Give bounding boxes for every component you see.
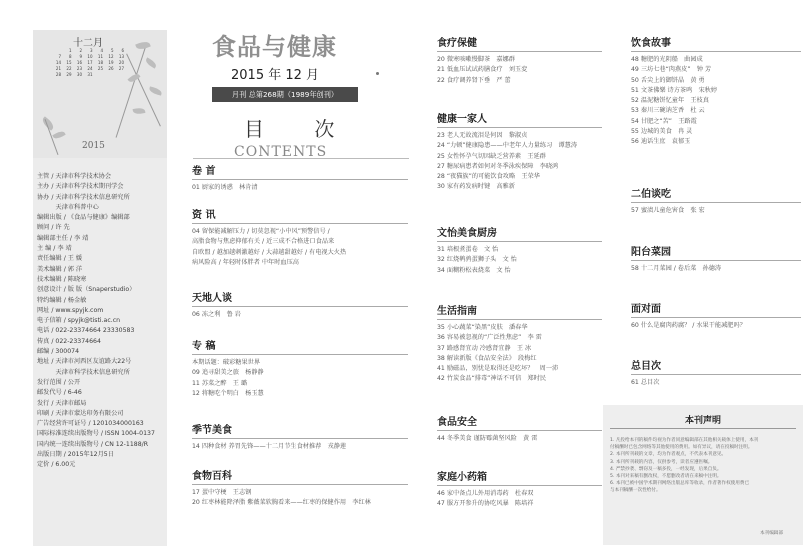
calendar-day: 31: [87, 72, 93, 77]
toc-entry[interactable]: 20 红枣林能降泽脂 紫薇菜软胸看来——红枣的保健作用 李红林: [192, 499, 371, 507]
calendar-day: [105, 72, 114, 78]
toc-entry[interactable]: 自欧盟 / 越加越刺激越好 / 大蒜越甜越好 / 有电视大火热: [192, 248, 347, 256]
section-divider: [631, 374, 801, 375]
section-title: 二伯谈吃: [631, 189, 671, 200]
toc-entry[interactable]: 06 冻之利 鲁 岩: [192, 311, 241, 318]
section-title: 食疗保健: [437, 38, 477, 49]
toc-entry[interactable]: 09 追寻甜美之旅 杨静静: [192, 369, 264, 377]
calendar-day: 28: [55, 72, 61, 77]
calendar-grid: [52, 48, 124, 78]
calendar-day: 12: [108, 54, 114, 59]
toc-entry[interactable]: 53 秦川三碗讷芝香 杜 云: [631, 107, 705, 115]
toc-entry[interactable]: 49 三坊七巷“肉燕皮” 钟 芳: [631, 66, 712, 74]
section-title: 食品安全: [437, 417, 477, 428]
credit-line: 美术编辑 / 郭 洋: [37, 265, 83, 273]
credits-list: [37, 172, 165, 471]
toc-entry[interactable]: 35 小心蔬菜“染黑”皮肤 潘春华: [437, 324, 528, 331]
section-divider: [192, 223, 408, 224]
credit-line: 创意设计 / 版 版（Snaperstudio）: [37, 286, 136, 294]
credit-line: 定价 / 6.00元: [37, 461, 76, 469]
toc-entry[interactable]: 54 甘肥之“苦” 王路霞: [631, 117, 697, 125]
credit-line: 发行 / 天津市邮局: [37, 399, 87, 407]
credit-line: 电子信箱 / spyjk@tisti.ac.cn: [37, 317, 121, 325]
section-title: 生活指南: [437, 306, 477, 317]
credit-line: 国际标准连续出版物号 / ISSN 1004-0137: [37, 430, 155, 438]
section-title: 面对面: [631, 304, 661, 315]
toc-entry[interactable]: 36 容易被忽视的“广泛性焦虑” 李 雷: [437, 334, 542, 342]
toc-entry[interactable]: 25 女性怀孕气切因缺乏营养素 王延群: [437, 152, 546, 160]
toc-entry[interactable]: 31 培根煮蛋卷 文 怡: [437, 246, 499, 253]
credit-line: 国内统一连续出版物号 / CN 12-1188/R: [37, 440, 149, 448]
notice-line: 付稿酬时已包含网络等其他使用的费用。如有异议，请在投稿时注明。: [610, 445, 753, 451]
section-divider: [192, 306, 408, 307]
section-divider: [437, 485, 602, 486]
toc-entry[interactable]: 32 红烧鹌鹑蛋狮子头 文 怡: [437, 256, 517, 264]
calendar-day: 7: [58, 54, 61, 59]
toc-section: [192, 424, 408, 452]
toc-entry[interactable]: 20 微寒咳嗽慢脚茶 嘉娜群: [437, 56, 515, 63]
toc-entry[interactable]: 04 留保能减解压力 / 切莫忽视“小中风”预警信号 /: [192, 228, 330, 235]
notice-signature: 本刊编辑部: [760, 531, 783, 536]
section-divider: [437, 127, 602, 128]
credit-line: 顾问 / 许 先: [37, 224, 70, 232]
calendar-day: 8: [68, 54, 72, 59]
toc-entry[interactable]: 34 面糊粉松表烧菜 文 怡: [437, 266, 511, 274]
toc-entry[interactable]: 61 总目次: [631, 379, 660, 386]
toc-section: [192, 470, 408, 509]
toc-entry[interactable]: 27 糖尿病患者如何对冬季泳疾保障 李晓鸿: [437, 162, 559, 170]
toc-section: [437, 471, 602, 510]
calendar-day: 5: [110, 48, 114, 53]
toc-entry[interactable]: 21 低血压试试药膳食疗 刘玉変: [437, 66, 528, 74]
credit-line: 责任编辑 / 王 媛: [37, 255, 83, 263]
notice-line: 1. 凡投给本刊的稿件均视为作者同意编辑部在其他相关载体上使用，本刊: [610, 438, 759, 443]
toc-section: [437, 227, 602, 276]
calendar-day: 11: [97, 54, 103, 59]
toc-entry[interactable]: 47 服方开参升的协吃风暴 陈培祥: [437, 500, 534, 508]
calendar-day: 25: [97, 66, 103, 71]
issue-info-bar: 月刊 总第268期（1989年创刊）: [212, 87, 358, 102]
section-divider: [192, 484, 408, 485]
toc-entry[interactable]: 52 温泥糖饼忆童年 王枝真: [631, 97, 709, 105]
calendar-day: 9: [79, 54, 82, 59]
calendar-day: 1: [68, 48, 72, 53]
toc-subtitle: CONTENTS: [234, 144, 328, 160]
calendar-day: 13: [118, 54, 124, 59]
section-title: 家庭小药箱: [437, 472, 487, 483]
calendar-day: [94, 72, 103, 78]
notice-text: [610, 437, 798, 495]
section-divider: [631, 51, 801, 52]
divider: [610, 428, 796, 429]
notice-line: 3. 本刊所刊载的内容，仅供参考，读者应遵医嘱。: [610, 459, 713, 465]
toc-entry[interactable]: 51 文茶佛樂 诗方茶鸣 宋秋婷: [631, 86, 718, 94]
credit-line: 印刷 / 天津市蒙达印务有限公司: [37, 409, 124, 417]
section-divider: [631, 317, 801, 318]
calendar-day: 21: [55, 66, 61, 71]
credit-line: 邮编 / 300074: [37, 348, 80, 356]
issue-date: 2015 年 12 月: [231, 68, 320, 83]
calendar-row: [52, 72, 124, 78]
toc-entry[interactable]: 14 四种食材 养胃先锋——十二月节生食材推荐 戎静莲: [192, 443, 347, 450]
notice-line: 2. 本刊所刊载的文章，均为作者观点，不代表本刊意见。: [610, 452, 727, 458]
toc-section: [437, 416, 602, 444]
calendar-day: 17: [87, 60, 93, 65]
calendar-day: 14: [55, 60, 61, 65]
credit-line: 邮发代号 / 6-46: [37, 389, 82, 397]
calendar-day: 15: [66, 60, 72, 65]
credit-line: 编辑部主任 / 李 靖: [37, 234, 89, 242]
calendar-day: 27: [118, 66, 124, 71]
toc-section: [192, 209, 408, 268]
toc-entry[interactable]: 24 “力顿”健康隐患——中老年人力量练习 谭慧涛: [437, 142, 578, 150]
section-title: 健康一家人: [437, 114, 487, 125]
calendar-day: 16: [76, 60, 82, 65]
toc-entry[interactable]: 37 路感肾宜动 冷感肾宜静 王 冰: [437, 344, 532, 352]
calendar-day: 24: [87, 66, 93, 71]
credit-line: 天津市科普中心: [37, 203, 99, 211]
section-divider: [437, 430, 602, 431]
calendar-day: 19: [108, 60, 114, 65]
toc-entry[interactable]: 58 十二月菜园 / 卷后菜 孙德涛: [631, 265, 722, 272]
toc-entry[interactable]: 30 家有药发病时键 高雅新: [437, 183, 515, 191]
notice-line: 6. 本刊已被中国学术期刊网络出版总库等收录，作者著作权使用费已: [610, 481, 750, 487]
credit-line: 主管 / 天津市科学技术协会: [37, 173, 112, 180]
credit-line: 电话 / 022-23374664 23330583: [37, 327, 135, 335]
calendar-day: 23: [76, 66, 82, 71]
credit-line: 主办 / 天津市科学技术期刊学会: [37, 183, 124, 191]
calendar-day: 26: [108, 66, 114, 71]
calendar-day: 3: [89, 48, 93, 53]
credit-line: 地址 / 天津市河西区友谊路大22号: [37, 358, 132, 366]
credit-line: 天津市科学技术信息研究所: [37, 368, 130, 376]
toc-entry[interactable]: 23 老人无故流泪是何因 黎淑贞: [437, 132, 528, 139]
section-divider: [437, 51, 602, 52]
toc-entry[interactable]: 60 什么是腐肉药腐？ / 水果干能减肥吗？: [631, 322, 746, 329]
credit-line: 编辑出版 / 《食品与健康》编辑部: [37, 214, 130, 222]
leaf-icon: [52, 129, 65, 140]
toc-entry[interactable]: 28 “夜猫族”的可能饮食攻略 王荣华: [437, 173, 540, 181]
leaf-icon: [133, 107, 146, 115]
calendar-year: 2015: [82, 141, 105, 151]
toc-entry[interactable]: 42 竹炭食品“排毒”神话不可信 郑时民: [437, 375, 547, 383]
toc-section: [192, 340, 408, 399]
toc-entry[interactable]: 11 苏菜之醉 王 璐: [192, 379, 248, 387]
notice-title: 本刊声明: [684, 416, 721, 426]
toc-entry[interactable]: 17 蛋中守梗 王志钢: [192, 489, 252, 496]
notice-line: 与本刊稿酬一次性给付。: [610, 488, 661, 494]
toc-section: [631, 246, 801, 274]
toc-entry[interactable]: 50 舌尖上的御饼晶 黄 勇: [631, 76, 705, 84]
toc-section: [437, 113, 602, 193]
calendar-day: 20: [118, 60, 124, 65]
calendar-day: 18: [97, 60, 103, 65]
section-divider: [437, 319, 602, 320]
section-divider: [437, 241, 602, 242]
calendar-day: 29: [66, 72, 72, 77]
toc-entry[interactable]: 01 厨家的诱惑 林肯清: [192, 184, 258, 191]
toc-section: [192, 292, 408, 320]
decorative-dot: [376, 72, 379, 75]
calendar-day: 22: [66, 66, 72, 71]
toc-section: [631, 303, 801, 331]
calendar-day: 6: [121, 48, 124, 53]
section-title: 文怡美食厨房: [437, 228, 497, 239]
calendar-month: 十二月: [73, 38, 103, 49]
toc-section: [437, 305, 602, 385]
toc-section: [631, 37, 801, 148]
toc-entry[interactable]: 12 将糖吃个明白 杨玉慧: [192, 389, 264, 397]
section-divider: [192, 179, 408, 180]
section-title: 专 稿: [192, 341, 216, 352]
credit-line: 发行范围 / 公开: [37, 378, 81, 386]
calendar-day: 10: [87, 54, 93, 59]
credit-line: 网址 / www.spyjk.com: [37, 306, 104, 314]
section-title: 季节美食: [192, 425, 232, 436]
calendar-day: 30: [76, 72, 82, 77]
calendar-day: 2: [79, 48, 82, 53]
credit-line: 传真 / 022-23374664: [37, 337, 101, 345]
section-title: 饮食故事: [631, 38, 671, 49]
section-title: 阳台菜园: [631, 247, 671, 258]
toc-entry[interactable]: 38 解读新版《食品安全法》 段梅红: [437, 354, 537, 362]
toc-section: [631, 188, 801, 216]
toc-section: [192, 165, 408, 193]
toc-entry[interactable]: 46 家中备点儿外用消毒药 杜春双: [437, 490, 534, 497]
credit-line: 主 编 / 李 靖: [37, 245, 72, 253]
leaf-icon: [144, 57, 157, 68]
toc-entry[interactable]: 高脂食物与焦虑抑郁有关 / 近三成不合格进口食品来: [192, 238, 335, 246]
toc-entry[interactable]: 56 迪话生庶 袁郁玉: [631, 138, 691, 146]
notice-line: 5. 本刊对来稿有删改权，不愿删改者请在来稿中注明。: [610, 474, 722, 480]
toc-entry[interactable]: 41 励磁品，别忧是取得还是吃坏？ 周一沛: [437, 365, 559, 373]
toc-entry[interactable]: 44 冬季美食 谨防霉菌坚风险 黄 雷: [437, 435, 538, 442]
divider: [193, 158, 409, 159]
toc-entry[interactable]: 22 食疗调养肾下垂 严 蕾: [437, 76, 511, 84]
credit-line: 协办 / 天津市科学技术信息研究所: [37, 193, 130, 201]
section-title: 总目次: [631, 361, 661, 372]
section-title: 资 讯: [192, 210, 216, 221]
calendar-day: [115, 72, 124, 78]
toc-section: [437, 37, 602, 86]
toc-entry[interactable]: 55 边城的美食 冉 灵: [631, 128, 693, 136]
credit-line: 特约编辑 / 杨金敏: [37, 296, 87, 304]
section-title: 食物百科: [192, 471, 232, 482]
magazine-logo: 食品与健康: [212, 33, 337, 61]
leaf-icon: [148, 86, 162, 95]
section-title: 天地人谈: [192, 293, 232, 304]
toc-entry[interactable]: 病风险高 / 年轻时体胖者 中年时血压高: [192, 258, 299, 266]
toc-title: 目 次: [244, 117, 357, 141]
section-title: 卷 首: [192, 166, 216, 177]
credit-line: 广告经营许可证号 / 1201034000163: [37, 420, 144, 428]
toc-entry[interactable]: 57 蜜渍儿童危害食 张 宏: [631, 207, 705, 214]
calendar-day: 4: [100, 48, 103, 53]
credit-line: 技术编辑 / 陈晓寒: [37, 275, 87, 283]
notice-line: 4. 严禁抄袭、剽窃及一稿多投，一经发现，后果自负。: [610, 466, 722, 472]
toc-section: [631, 360, 801, 388]
toc-entry[interactable]: 本期话题：破彩糖果世界: [192, 359, 261, 366]
section-divider: [631, 202, 801, 203]
section-divider: [192, 354, 408, 355]
toc-entry[interactable]: 48 糖肥的光阴船 曲园成: [631, 56, 703, 63]
section-divider: [192, 438, 408, 439]
credit-line: 出版日期 / 2015年12月5日: [37, 451, 114, 459]
section-divider: [631, 260, 801, 261]
